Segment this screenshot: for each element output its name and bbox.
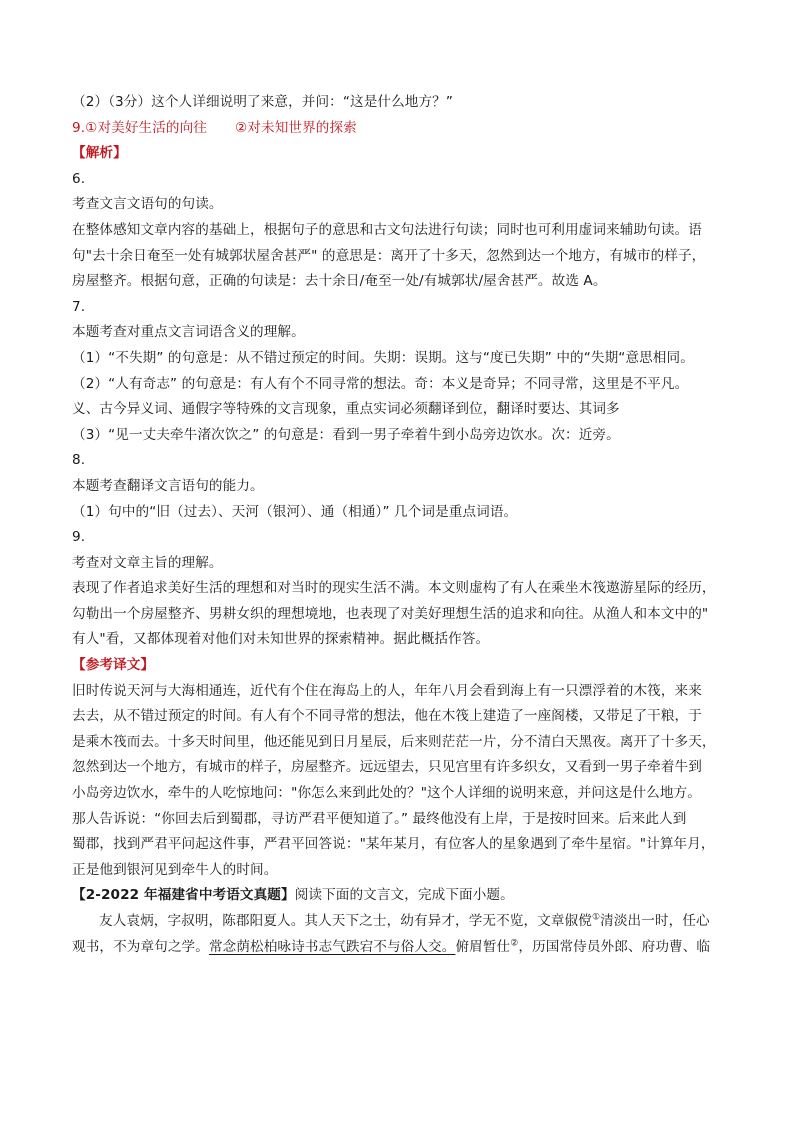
translation-line: 忽然到达一个地方，有城市的样子，房屋整齐。远远望去，只见宫里有许多织女，又看到一男子牵着牛到 [72,759,702,776]
question-number-8: 8. [72,452,86,469]
passage-text: 俯眉暂仕 [455,938,511,955]
text-line: 表现了作者追求美好生活的理想和对当时的现实生活不满。本文则虚构了有人在乘坐木筏遨游星际的经历， [72,580,716,597]
text-line: （1）“不失期” 的句意是：从不错过预定的时间。失期：误期。这与“度已失期” 中的“失期“意思相同。 [72,349,694,366]
passage-text: ，历国常侍员外郎、府功曹、临 [518,938,711,955]
passage-text: 清淡出一时，任心 [600,913,710,929]
text-line: 有人"看，又都体现着对他们对未知世界的探索精神。据此概括作答。 [72,631,490,648]
question-number-7: 7. [72,298,86,315]
translation-line: 正是他到银河见到牵牛人的时间。 [72,861,278,878]
translation-line: 是乘木筏而去。十多天时间里，他还能见到日月星辰，后来则茫茫一片，分不清白天黑夜。离开了十多天， [72,733,716,750]
answer-9-part1: 9.①对美好生活的向往 [72,119,208,136]
answer-line-q9 [72,116,732,142]
section-instruction: 阅读下面的文言文，完成下面小题。 [294,887,514,904]
passage-text: 观书，不为章句之学。 [72,938,209,955]
document-page [72,90,732,960]
translation-line: 那人告诉说：“你回去后到蜀郡，寻访严君平便知道了。” 最终他没有上岸，于是按时回来。后来此人到 [72,810,687,827]
passage-line [72,935,732,961]
text-line: 在整体感知文章内容的基础上，根据句子的意思和古文句法进行句读；同时也可利用虚词来辅助句读。语 [72,221,702,238]
underlined-sentence: 常念荫松柏咏诗书志气跌宕不与俗人交。 [208,938,456,955]
text-line: 考查对文章主旨的理解。 [72,554,223,571]
text-line: 考查文言文语句的句读。 [72,196,223,213]
text-line: 本题考查对重点文言词语含义的理解。 [72,324,305,341]
translation-line: 旧时传说天河与大海相通连，近代有个住在海岛上的人，年年八月会看到海上有一只漂浮着的木筏，来来 [72,682,702,699]
translation-line: 蜀郡，找到严君平问起这件事，严君平回答说："某年某月，有位客人的星象遇到了牵牛星宿。"计算年月， [72,836,715,853]
answer-9-part2: ②对未知世界的探索 [235,119,357,136]
text-line: （2）“人有奇志” 的句意是：有人有个不同寻常的想法。奇：本义是奇异；不同寻常，这里是不平凡。 [72,375,689,392]
text-line: 房屋整齐。根据句意，正确的句读是：去十余日/奄至一处/有城郭状/屋舍甚严。故选 A。 [72,273,607,290]
text-line: （3）“见一丈夫牵牛渚次饮之” 的句意是：看到一男子牵着牛到小岛旁边饮水。次：近旁。 [72,426,620,443]
translation-heading: 【参考译文】 [72,657,155,674]
question-number-9: 9. [72,529,86,546]
translation-line: 小岛旁边饮水，牵牛的人吃惊地问："你怎么来到此处的？"这个人详细的说明来意，并问这是什么地方。 [72,785,701,802]
footnote-marker-2: ② [510,938,519,949]
text-line: 本题考查翻译文言语句的能力。 [72,477,264,494]
question-number-6: 6. [72,170,86,187]
footnote-marker-1: ① [591,912,601,923]
text-line: （1）句中的“旧（过去）、天河（银河）、通（相通）” 几个词是重点词语。 [72,503,518,520]
text-line: 句"去十余日奄至一处有城郭状屋舍甚严" 的意思是：离开了十多天，忽然到达一个地方，有城市的样子， [72,247,706,264]
translation-line: 去去，从不错过预定的时间。有人有个不同寻常的想法，他在木筏上建造了一座阁楼，又带足了干粮，于 [72,708,702,725]
section-header [72,883,732,909]
passage-line [72,909,732,935]
exam-source-title: 【2-2022 年福建省中考语文真题】 [72,887,295,904]
passage-text: 友人袁炳，字叔明，陈郡阳夏人。其人天下之士，幼有异才，学无不览，文章俶傥 [99,913,592,929]
answer-line-q2: （2）（3分）这个人详细说明了来意，并问：“这是什么地方？” [72,94,454,110]
text-line: 义、古今异义词、通假字等特殊的文言现象，重点实词必须翻译到位，翻译时要达、其词多 [72,401,620,418]
text-line: 勾勒出一个房屋整齐、男耕女织的理想境地，也表现了对美好理想生活的追求和向往。从渔人和本文中的" [72,605,709,622]
analysis-heading: 【解析】 [72,145,127,162]
